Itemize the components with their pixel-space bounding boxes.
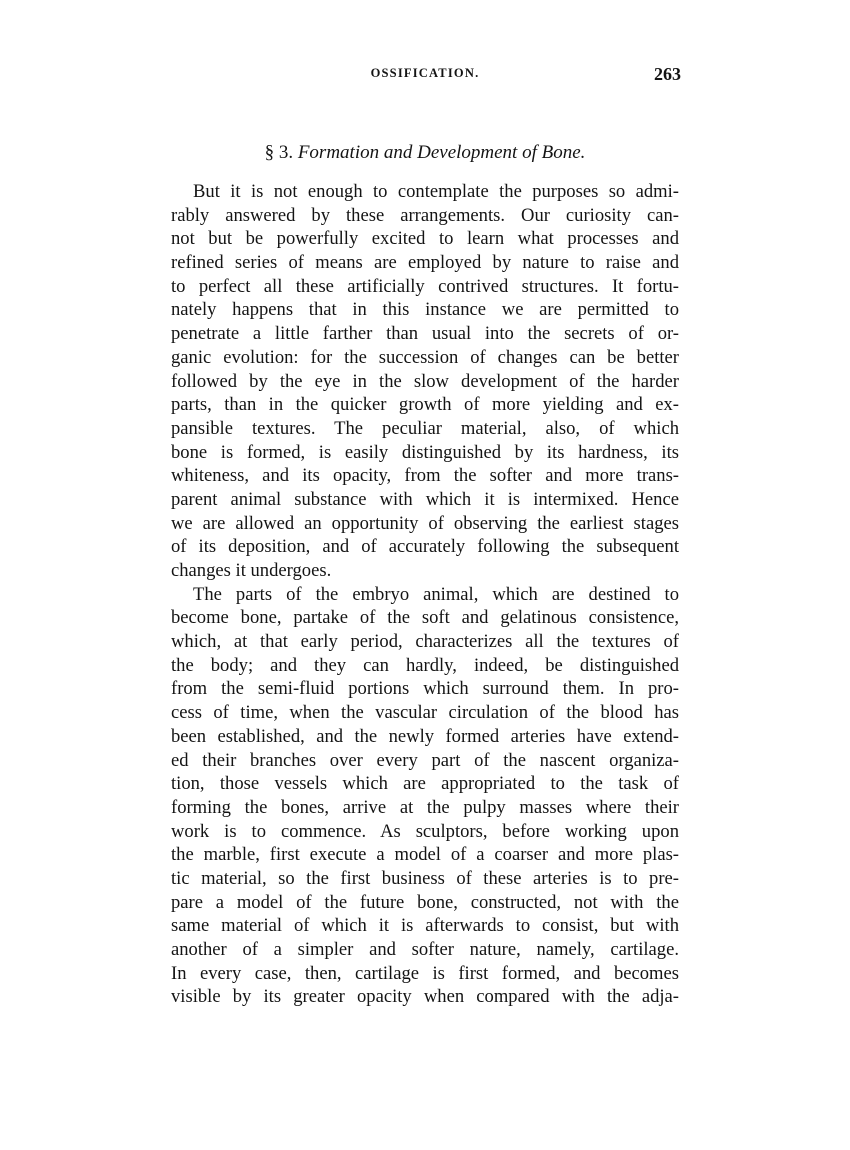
page-number: 263 [654,64,681,84]
text-line: from the semi-fluid portions which surround them. In pro- [171,678,679,700]
running-title: OSSIFICATION. [370,66,480,80]
text-line: bone is formed, is easily distinguished by its hardness, its [171,441,679,463]
paragraph-2 [171,583,679,1009]
text-line: parent animal substance with which it is intermixed. Hence [171,488,679,510]
text-line: which, at that early period, characterizes all the textures of [171,631,679,653]
text-line: ed their branches over every part of the nascent organiza- [171,749,679,771]
text-line: cess of time, when the vascular circulation of the blood has [171,702,679,724]
text-line: of its deposition, and of accurately following the subsequent [171,536,679,558]
text-line: whiteness, and its opacity, from the softer and more trans- [171,465,679,487]
text-line: But it is not enough to contemplate the purposes so admi- [193,181,679,202]
body-text [171,180,679,1009]
text-line: tion, those vessels which are appropriated to the task of [171,773,679,795]
text-line: not but be powerfully excited to learn what processes and [171,228,679,250]
text-line: to perfect all these artificially contrived structures. It fortu- [171,275,679,297]
text-line: In every case, then, cartilage is first formed, and becomes [171,962,679,984]
text-line: become bone, partake of the soft and gelatinous consistence, [171,607,679,629]
text-line: ganic evolution: for the succession of changes can be better [171,346,679,368]
text-line: we are allowed an opportunity of observing the earliest stages [171,512,679,534]
text-line: another of a simpler and softer nature, namely, cartilage. [171,939,679,960]
text-line: penetrate a little farther than usual into the secrets of or- [171,323,679,345]
text-line: work is to commence. As sculptors, before working upon [171,820,679,842]
text-line: tic material, so the first business of these arteries is to pre- [171,867,679,889]
text-line: rably answered by these arrangements. Our curiosity can- [171,204,679,226]
text-line: The parts of the embryo animal, which are destined to [193,583,679,605]
text-line: pansible textures. The peculiar material, also, of which [171,417,679,439]
text-line: followed by the eye in the slow development of the harder [171,370,679,392]
text-line: changes it undergoes. [171,560,332,581]
paragraph-1 [171,180,679,583]
text-line: visible by its greater opacity when compared with the adja- [171,986,679,1008]
text-line: refined series of means are employed by nature to raise and [171,252,679,274]
text-line: same material of which it is afterwards to consist, but with [171,915,679,937]
section-title: Formation and Development of Bone. [297,142,586,163]
text-line: parts, than in the quicker growth of more yielding and ex- [171,394,679,416]
running-head [171,64,679,88]
section-number: § 3. [264,142,294,163]
text-line: the body; and they can hardly, indeed, be distinguished [171,654,679,676]
text-line: forming the bones, arrive at the pulpy masses where their [171,796,679,818]
section-heading [171,140,679,166]
text-line: the marble, first execute a model of a coarser and more plas- [171,844,679,866]
text-line: pare a model of the future bone, constructed, not with the [171,891,679,913]
text-line: been established, and the newly formed arteries have extend- [171,725,679,747]
text-line: nately happens that in this instance we are permitted to [171,299,679,321]
